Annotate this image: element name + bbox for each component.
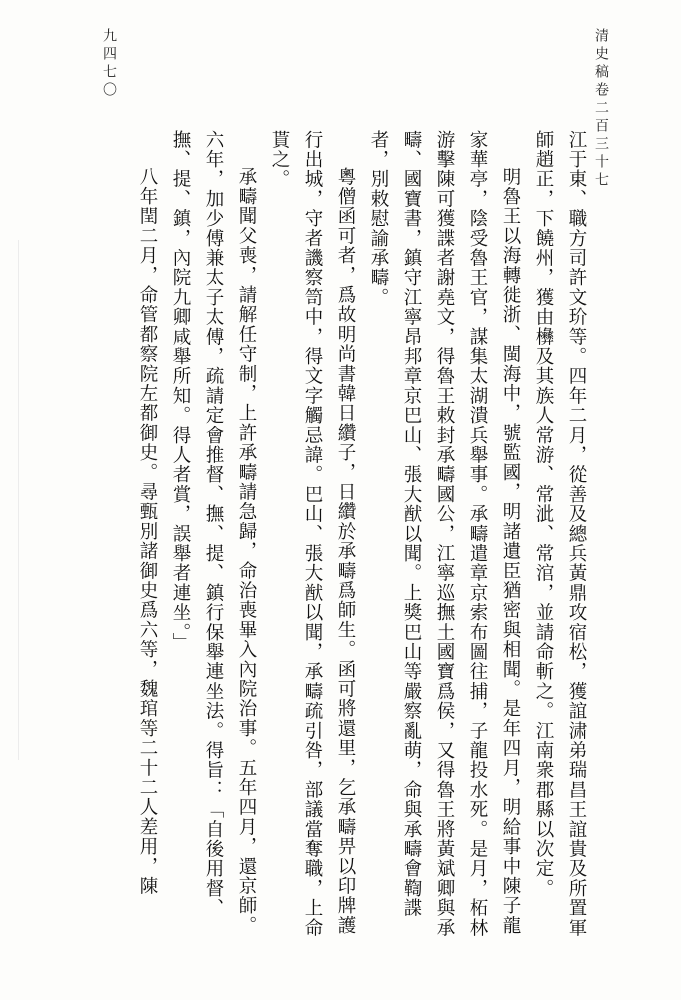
paragraph-4: 承疇聞父喪，請解任守制，上許承疇請急歸，命治喪畢入內院治事。五年四月，還京師。六年，加少傅兼太子太傅，疏請定會推督、撫、提、鎮行保舉連坐法。得旨：「自後用督、撫、提、鎮，內院九卿咸舉所知。得人者賞，誤舉者連坐。」 [170, 130, 257, 936]
paragraph-2: 明魯王以海轉徙浙、閩海中，號監國，明諸遺臣猶密與相聞。是年四月，明給事中陳子龍家華亭，陰受魯王官，謀集太湖潰兵舉事。承疇遣章京索布圖往捕，子龍投水死。是月，柘林游擊陳可獲諜者謝堯文，得魯王敕封承疇國公，江寧巡撫土國寶爲侯，又得魯王將黃斌卿與承疇、國寶書，鎮守江寧昂邦章京巴山、張大猷以聞。上獎巴山等嚴察亂萌，命與承疇會鞫諜者，別敕慰諭承疇。 [368, 130, 521, 938]
paragraph-3: 粵僧函可者，爲故明尚書韓日纘子，日纘於承疇爲師生。函可將還里，乞承疇畀以印牌護行出城，守者譏察笥中，得文字觸忌諱。巴山、張大猷以聞，承疇疏引咎，部議當奪職，上命貰之。 [269, 130, 356, 938]
paragraph-1: 江于東、職方司許文玠等。四年二月，從善及總兵黃鼎攻宿松，獲誼㴋弟瑞昌王誼貴及所置軍師趙正，下饒州，獲由㰘及其族人常游、常泚、常涫，並請命斬之。江南衆郡縣以次定。 [533, 130, 587, 938]
binding-edge [18, 240, 19, 760]
running-header-title: 清史稿卷二百三十七 [593, 28, 609, 190]
page-number: 九四七〇 [101, 28, 117, 100]
main-text-body [73, 130, 593, 950]
paragraph-5: 八年閏二月，命管都察院左都御史。尋甄別諸御史爲六等，魏琯等二十二人差用，陳 [137, 167, 158, 896]
